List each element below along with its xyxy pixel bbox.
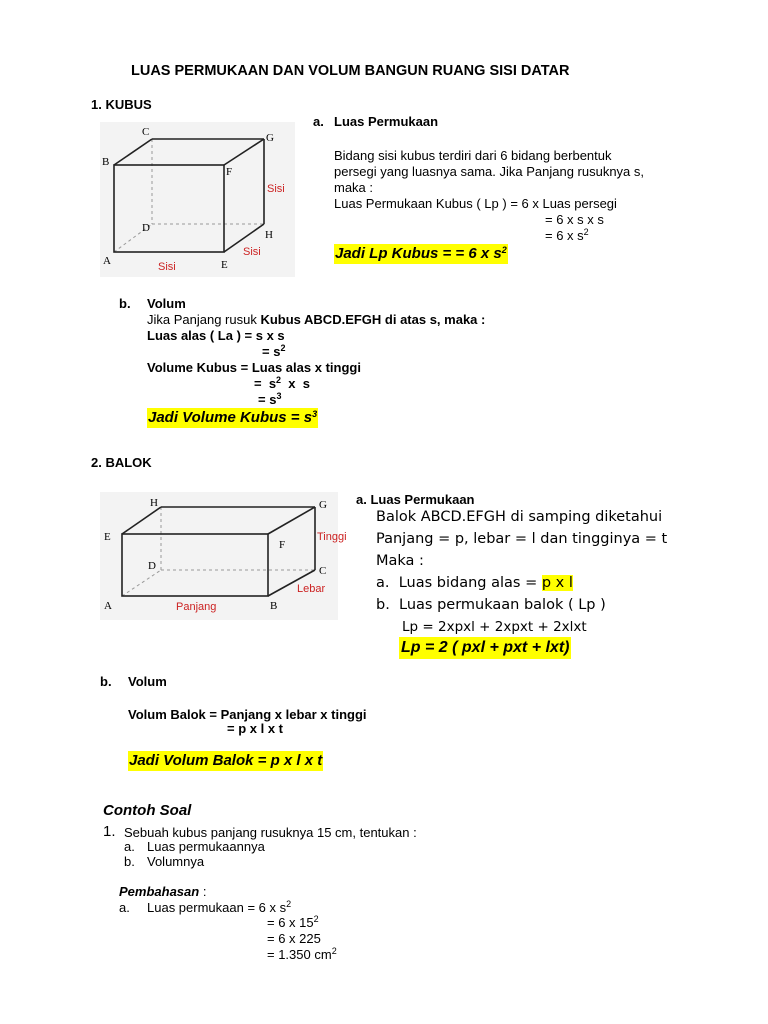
- question-b-letter: b.: [124, 854, 135, 869]
- solution-letter: a.: [119, 900, 130, 915]
- balok-a-line-4: a. Luas bidang alas = p x l: [376, 575, 573, 591]
- pembahasan-heading: Pembahasan :: [119, 884, 207, 899]
- vertex-a: A: [103, 255, 111, 267]
- kubus-a-heading: Luas Permukaan: [334, 114, 439, 129]
- kubus-b-line-2: Luas alas ( La ) = s x s: [147, 328, 285, 343]
- kubus-b-conclusion: Jadi Volume Kubus = $s^3$: [148, 409, 318, 426]
- kubus-a-formula-2: = 6 x s x s: [545, 212, 604, 227]
- kubus-a-formula-1: Luas Permukaan Kubus ( Lp ) = 6 x Luas persegi: [334, 196, 617, 211]
- vertex-g: G: [319, 499, 327, 511]
- vertex-e: E: [221, 259, 228, 271]
- vertex-f: F: [279, 539, 286, 551]
- cuboid-figure: [100, 492, 347, 620]
- vertex-a: A: [104, 600, 112, 612]
- question-b: Volumnya: [147, 854, 205, 869]
- vertex-c: C: [142, 126, 150, 138]
- vertex-h: H: [150, 497, 158, 509]
- kubus-heading: 1. KUBUS: [91, 97, 152, 112]
- balok-heading: 2. BALOK: [91, 455, 152, 470]
- vertex-d: D: [148, 560, 156, 572]
- balok-a-line-3: Maka :: [376, 553, 424, 569]
- balok-b-conclusion: Jadi Volum Balok = p x l x t: [129, 752, 323, 769]
- label-sisi-right: Sisi: [267, 183, 285, 195]
- balok-a-line-5: b. Luas permukaan balok ( Lp ): [376, 597, 606, 613]
- label-sisi-bottom-right: Sisi: [243, 246, 261, 258]
- balok-a-line-2: Panjang = p, lebar = l dan tingginya = t: [376, 531, 668, 547]
- solution-line-1: Luas permukaan = 6 x $s^2$: [147, 899, 292, 915]
- kubus-b-line-4: Volume Kubus = Luas alas x tinggi: [147, 360, 361, 375]
- balok-a-line-1: Balok ABCD.EFGH di samping diketahui: [376, 509, 663, 525]
- label-tinggi: Tinggi: [317, 531, 347, 543]
- balok-b-heading: Volum: [128, 674, 167, 689]
- kubus-b-line-5: = $s^2$ x s: [254, 375, 310, 391]
- question-a: Luas permukaannya: [147, 839, 265, 854]
- kubus-a-conclusion: Jadi Lp Kubus = = 6 x $s^2$: [335, 245, 507, 262]
- question-number: 1.: [103, 823, 116, 840]
- kubus-a-letter: a.: [313, 114, 324, 129]
- vertex-f: F: [226, 166, 233, 178]
- solution-line-2: = 6 x $15^2$: [267, 914, 319, 930]
- solution-line-3: = 6 x 225: [267, 931, 321, 946]
- solution-line-4: = 1.350 $cm^2$: [267, 946, 337, 962]
- label-lebar: Lebar: [297, 583, 326, 595]
- kubus-a-formula-3: = 6 x $s^2$: [545, 227, 589, 243]
- label-panjang: Panjang: [176, 601, 217, 613]
- vertex-e: E: [104, 531, 111, 543]
- vertex-h: H: [265, 229, 273, 241]
- balok-a-conclusion: Lp = 2 ( pxl + pxt + lxt): [399, 637, 571, 659]
- kubus-b-heading: Volum: [147, 296, 186, 311]
- kubus-a-p3: maka :: [334, 180, 374, 195]
- kubus-b-letter: b.: [119, 296, 131, 311]
- vertex-g: G: [266, 132, 274, 144]
- balok-b-line-2: = p x l x t: [227, 721, 283, 736]
- balok-b-line-1: Volum Balok = Panjang x lebar x tinggi: [128, 707, 367, 722]
- contoh-heading: Contoh Soal: [103, 802, 192, 819]
- vertex-d: D: [142, 222, 150, 234]
- balok-b-letter: b.: [100, 674, 112, 689]
- kubus-a-p2: persegi yang luasnya sama. Jika Panjang rusuknya s,: [334, 164, 645, 179]
- balok-a-line-6: Lp = 2xpxl + 2xpxt + 2xlxt: [402, 619, 587, 635]
- question-text: Sebuah kubus panjang rusuknya 15 cm, tentukan :: [124, 825, 417, 840]
- vertex-c: C: [319, 565, 327, 577]
- kubus-a-p1: Bidang sisi kubus terdiri dari 6 bidang berbentuk: [334, 148, 612, 163]
- kubus-b-line-3: = $s^2$: [262, 343, 286, 359]
- question-a-letter: a.: [124, 839, 135, 854]
- cube-figure: [100, 122, 295, 277]
- kubus-b-line-1: Jika Panjang rusuk Kubus ABCD.EFGH di atas s, maka :: [147, 312, 486, 327]
- balok-a-heading: a. Luas Permukaan: [356, 492, 475, 507]
- label-sisi-bottom: Sisi: [158, 261, 176, 273]
- page-title: LUAS PERMUKAAN DAN VOLUM BANGUN RUANG SISI DATAR: [131, 63, 570, 79]
- vertex-b: B: [270, 600, 278, 612]
- kubus-b-line-6: = $s^3$: [258, 391, 282, 407]
- vertex-b: B: [102, 156, 110, 168]
